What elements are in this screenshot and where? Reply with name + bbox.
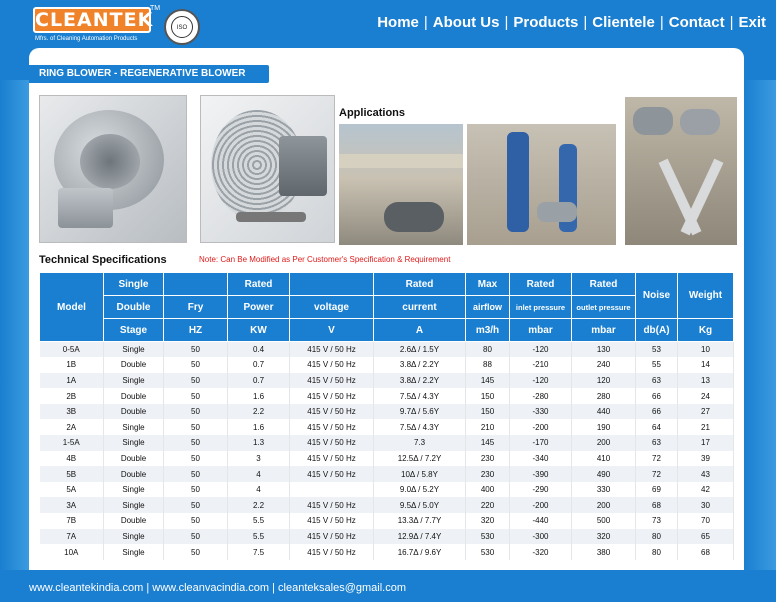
col-model: Model <box>40 273 104 342</box>
cell-current: 12.9Δ / 7.4Y <box>374 529 466 545</box>
cell-power: 1.3 <box>228 435 290 451</box>
cell-weight: 21 <box>678 419 734 435</box>
cell-voltage: 415 V / 50 Hz <box>290 404 374 420</box>
cell-voltage: 415 V / 50 Hz <box>290 451 374 467</box>
cell-outlet: 240 <box>572 357 636 373</box>
cell-noise: 80 <box>636 544 678 560</box>
cell-stage: Single <box>104 482 164 498</box>
cell-noise: 66 <box>636 404 678 420</box>
cell-voltage: 415 V / 50 Hz <box>290 466 374 482</box>
cell-noise: 66 <box>636 388 678 404</box>
nav-clientele[interactable]: Clientele <box>592 14 655 31</box>
cell-stage: Double <box>104 466 164 482</box>
cell-current: 16.7Δ / 9.6Y <box>374 544 466 560</box>
cell-power: 1.6 <box>228 388 290 404</box>
cell-model: 3B <box>40 404 104 420</box>
cell-outlet: 200 <box>572 435 636 451</box>
cell-model: 2B <box>40 388 104 404</box>
col-a: A <box>374 319 466 342</box>
cell-power: 7.5 <box>228 544 290 560</box>
cell-model: 1-5A <box>40 435 104 451</box>
application-photo-3 <box>625 97 737 245</box>
cell-stage: Double <box>104 357 164 373</box>
cell-model: 0-5A <box>40 342 104 358</box>
cell-noise: 72 <box>636 451 678 467</box>
cell-airflow: 150 <box>466 388 510 404</box>
nav-about-us[interactable]: About Us <box>432 14 500 31</box>
col-fry: Fry <box>164 296 228 319</box>
cell-outlet: 440 <box>572 404 636 420</box>
cell-stage: Single <box>104 419 164 435</box>
spec-table-body <box>40 342 734 560</box>
cell-stage: Single <box>104 497 164 513</box>
cell-noise: 80 <box>636 529 678 545</box>
cell-outlet: 130 <box>572 342 636 358</box>
certification-seal-icon <box>164 9 200 45</box>
footer-contacts: www.cleantekindia.com | www.cleanvacindia.com | cleanteksales@gmail.com <box>0 574 776 602</box>
cell-model: 10A <box>40 544 104 560</box>
cell-fry: 50 <box>164 451 228 467</box>
table-row <box>40 342 734 358</box>
cell-current: 2.6Δ / 1.5Y <box>374 342 466 358</box>
cell-weight: 17 <box>678 435 734 451</box>
col-voltage: voltage <box>290 296 374 319</box>
cell-outlet: 490 <box>572 466 636 482</box>
nav-products[interactable]: Products <box>513 14 579 31</box>
cell-current: 3.8Δ / 2.2Y <box>374 357 466 373</box>
spec-table <box>39 272 734 560</box>
cell-stage: Double <box>104 404 164 420</box>
col-fry-blank <box>164 273 228 296</box>
customization-note: Note: Can Be Modified as Per Customer's Specification & Requirement <box>199 255 451 264</box>
cell-noise: 68 <box>636 497 678 513</box>
cell-outlet: 120 <box>572 373 636 389</box>
col-mbar-outlet: mbar <box>572 319 636 342</box>
cell-current: 13.3Δ / 7.7Y <box>374 513 466 529</box>
left-stripe <box>0 80 29 570</box>
cell-current: 9.0Δ / 5.2Y <box>374 482 466 498</box>
cell-inlet: -280 <box>510 388 572 404</box>
cell-fry: 50 <box>164 435 228 451</box>
cell-power: 2.2 <box>228 497 290 513</box>
cell-inlet: -330 <box>510 404 572 420</box>
cell-stage: Single <box>104 342 164 358</box>
right-stripe <box>744 80 776 570</box>
cell-fry: 50 <box>164 544 228 560</box>
logo-tm: TM <box>150 5 161 12</box>
cell-outlet: 410 <box>572 451 636 467</box>
cell-inlet: -300 <box>510 529 572 545</box>
cell-voltage: 415 V / 50 Hz <box>290 544 374 560</box>
cell-weight: 39 <box>678 451 734 467</box>
cell-current: 9.5Δ / 5.0Y <box>374 497 466 513</box>
cell-model: 2A <box>40 419 104 435</box>
cell-airflow: 530 <box>466 529 510 545</box>
cell-weight: 27 <box>678 404 734 420</box>
cell-airflow: 530 <box>466 544 510 560</box>
cell-noise: 55 <box>636 357 678 373</box>
cell-inlet: -320 <box>510 544 572 560</box>
cell-power: 1.6 <box>228 419 290 435</box>
col-rated-current-top: Rated <box>374 273 466 296</box>
col-airflow: airflow <box>466 296 510 319</box>
cell-stage: Double <box>104 513 164 529</box>
cell-airflow: 230 <box>466 451 510 467</box>
table-row <box>40 529 734 545</box>
cell-inlet: -440 <box>510 513 572 529</box>
col-outlet-pressure: outlet pressure <box>572 296 636 319</box>
cell-weight: 70 <box>678 513 734 529</box>
cell-noise: 73 <box>636 513 678 529</box>
cell-airflow: 320 <box>466 513 510 529</box>
table-row <box>40 497 734 513</box>
cell-current: 10Δ / 5.8Y <box>374 466 466 482</box>
cell-current: 7.3 <box>374 435 466 451</box>
table-row <box>40 404 734 420</box>
nav-exit[interactable]: Exit <box>738 14 766 31</box>
cell-weight: 10 <box>678 342 734 358</box>
col-single: Single <box>104 273 164 296</box>
table-row <box>40 388 734 404</box>
cell-voltage: 415 V / 50 Hz <box>290 357 374 373</box>
col-rated-outlet-top: Rated <box>572 273 636 296</box>
cell-inlet: -200 <box>510 419 572 435</box>
table-row <box>40 451 734 467</box>
cell-power: 5.5 <box>228 529 290 545</box>
col-mbar-inlet: mbar <box>510 319 572 342</box>
cell-fry: 50 <box>164 373 228 389</box>
cell-weight: 68 <box>678 544 734 560</box>
cell-airflow: 145 <box>466 373 510 389</box>
cell-inlet: -120 <box>510 342 572 358</box>
table-row <box>40 513 734 529</box>
table-row <box>40 435 734 451</box>
cell-voltage: 415 V / 50 Hz <box>290 513 374 529</box>
cell-weight: 65 <box>678 529 734 545</box>
cell-airflow: 145 <box>466 435 510 451</box>
cell-power: 0.7 <box>228 373 290 389</box>
cell-stage: Double <box>104 388 164 404</box>
cell-airflow: 210 <box>466 419 510 435</box>
cell-outlet: 280 <box>572 388 636 404</box>
col-rated-inlet-top: Rated <box>510 273 572 296</box>
brand-logo[interactable] <box>33 5 161 47</box>
col-voltage-blank <box>290 273 374 296</box>
col-m3h: m3/h <box>466 319 510 342</box>
cell-fry: 50 <box>164 466 228 482</box>
product-photo-single-stage <box>200 95 335 243</box>
col-hz: HZ <box>164 319 228 342</box>
cell-inlet: -120 <box>510 373 572 389</box>
cell-inlet: -210 <box>510 357 572 373</box>
cell-voltage <box>290 482 374 498</box>
cell-weight: 30 <box>678 497 734 513</box>
cell-current: 9.7Δ / 5.6Y <box>374 404 466 420</box>
cell-inlet: -390 <box>510 466 572 482</box>
cell-fry: 50 <box>164 419 228 435</box>
cell-inlet: -200 <box>510 497 572 513</box>
cell-outlet: 190 <box>572 419 636 435</box>
cell-fry: 50 <box>164 482 228 498</box>
application-photo-1 <box>339 124 463 245</box>
col-kg: Kg <box>678 319 734 342</box>
cell-noise: 63 <box>636 435 678 451</box>
cell-model: 3A <box>40 497 104 513</box>
nav-contact[interactable]: Contact <box>668 14 725 31</box>
logo-text: CLEANTEK <box>35 9 154 31</box>
cell-outlet: 330 <box>572 482 636 498</box>
cell-airflow: 400 <box>466 482 510 498</box>
cell-fry: 50 <box>164 342 228 358</box>
col-weight: Weight <box>678 273 734 319</box>
cell-stage: Single <box>104 435 164 451</box>
cell-current: 7.5Δ / 4.3Y <box>374 388 466 404</box>
col-stage: Stage <box>104 319 164 342</box>
cell-stage: Single <box>104 373 164 389</box>
cell-voltage: 415 V / 50 Hz <box>290 373 374 389</box>
cell-current: 3.8Δ / 2.2Y <box>374 373 466 389</box>
applications-label: Applications <box>339 107 406 119</box>
cell-power: 4 <box>228 482 290 498</box>
cell-weight: 13 <box>678 373 734 389</box>
cell-fry: 50 <box>164 388 228 404</box>
col-noise: Noise <box>636 273 678 319</box>
cell-stage: Single <box>104 529 164 545</box>
cell-stage: Single <box>104 544 164 560</box>
spec-title: Technical Specifications <box>39 254 167 266</box>
cell-fry: 50 <box>164 513 228 529</box>
col-kw: KW <box>228 319 290 342</box>
col-max: Max <box>466 273 510 296</box>
cell-airflow: 220 <box>466 497 510 513</box>
cell-voltage: 415 V / 50 Hz <box>290 435 374 451</box>
cell-outlet: 200 <box>572 497 636 513</box>
cell-airflow: 88 <box>466 357 510 373</box>
table-row <box>40 466 734 482</box>
cell-model: 5B <box>40 466 104 482</box>
table-row <box>40 419 734 435</box>
col-inlet-pressure: inlet pressure <box>510 296 572 319</box>
cell-weight: 24 <box>678 388 734 404</box>
cell-power: 4 <box>228 466 290 482</box>
col-current: current <box>374 296 466 319</box>
cell-voltage: 415 V / 50 Hz <box>290 529 374 545</box>
cell-noise: 53 <box>636 342 678 358</box>
section-title: RING BLOWER - REGENERATIVE BLOWER <box>29 65 269 83</box>
cell-voltage: 415 V / 50 Hz <box>290 388 374 404</box>
cell-voltage: 415 V / 50 Hz <box>290 497 374 513</box>
table-row <box>40 357 734 373</box>
main-nav: Home | About Us | Products | Clientele | Contact | Exit <box>377 14 766 31</box>
cell-fry: 50 <box>164 497 228 513</box>
cell-model: 5A <box>40 482 104 498</box>
application-photo-2 <box>467 124 616 245</box>
cell-power: 0.7 <box>228 357 290 373</box>
cell-noise: 72 <box>636 466 678 482</box>
cell-model: 4B <box>40 451 104 467</box>
cell-model: 7B <box>40 513 104 529</box>
table-row <box>40 482 734 498</box>
cell-model: 1B <box>40 357 104 373</box>
cell-stage: Double <box>104 451 164 467</box>
cell-noise: 64 <box>636 419 678 435</box>
cell-power: 2.2 <box>228 404 290 420</box>
cell-current: 12.5Δ / 7.2Y <box>374 451 466 467</box>
cell-fry: 50 <box>164 529 228 545</box>
table-row <box>40 544 734 560</box>
cell-weight: 14 <box>678 357 734 373</box>
table-row <box>40 373 734 389</box>
cell-voltage: 415 V / 50 Hz <box>290 419 374 435</box>
cell-noise: 69 <box>636 482 678 498</box>
col-v: V <box>290 319 374 342</box>
cell-inlet: -340 <box>510 451 572 467</box>
cell-power: 0.4 <box>228 342 290 358</box>
cell-fry: 50 <box>164 357 228 373</box>
cell-airflow: 230 <box>466 466 510 482</box>
cell-current: 7.5Δ / 4.3Y <box>374 419 466 435</box>
col-rated-power-top: Rated <box>228 273 290 296</box>
col-double: Double <box>104 296 164 319</box>
cell-model: 7A <box>40 529 104 545</box>
cell-voltage: 415 V / 50 Hz <box>290 342 374 358</box>
cell-weight: 43 <box>678 466 734 482</box>
cell-airflow: 80 <box>466 342 510 358</box>
cert-label: ISO <box>171 16 193 38</box>
cell-outlet: 380 <box>572 544 636 560</box>
cell-power: 5.5 <box>228 513 290 529</box>
product-photo-double-stage <box>39 95 187 243</box>
cell-noise: 63 <box>636 373 678 389</box>
cell-model: 1A <box>40 373 104 389</box>
col-dba: db(A) <box>636 319 678 342</box>
cell-airflow: 150 <box>466 404 510 420</box>
nav-home[interactable]: Home <box>377 14 419 31</box>
cell-outlet: 320 <box>572 529 636 545</box>
col-power: Power <box>228 296 290 319</box>
cell-inlet: -290 <box>510 482 572 498</box>
cell-inlet: -170 <box>510 435 572 451</box>
cell-weight: 42 <box>678 482 734 498</box>
cell-fry: 50 <box>164 404 228 420</box>
cell-power: 3 <box>228 451 290 467</box>
cell-outlet: 500 <box>572 513 636 529</box>
logo-tagline: Mfrs. of Cleaning Automation Products <box>35 36 138 42</box>
